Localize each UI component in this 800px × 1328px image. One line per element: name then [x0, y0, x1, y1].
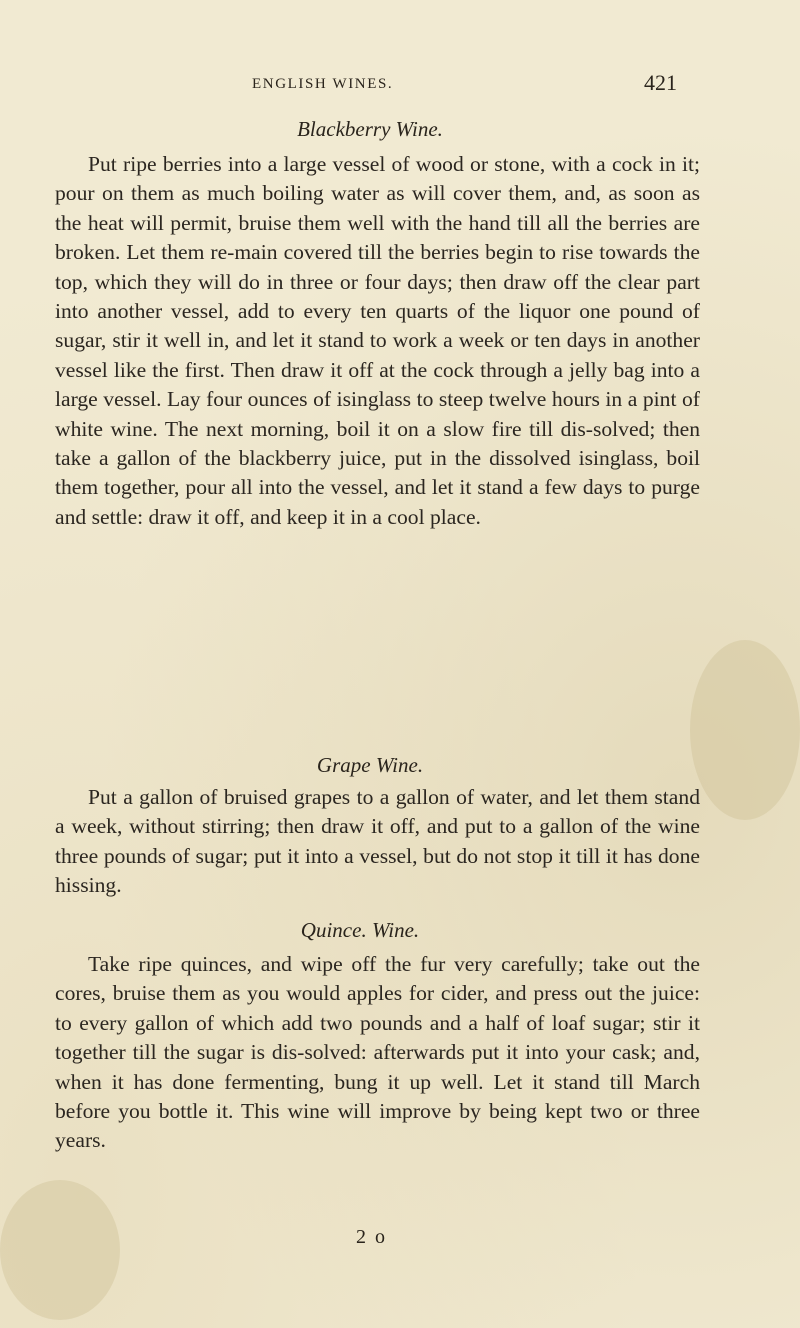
paragraph-quince: Take ripe quinces, and wipe off the fur very carefully; take out the cores, bruise them as you would apples for cider, and press out the juice: to every gallon of which add two pounds and a half of loaf sugar; stir it together till the sugar is dis-solved: afterwards put it into your cask; and, when it has done fermenting, bung it up well. Let it stand till March before you bottle it. This wine will improve by being kept two or three years. — [55, 952, 700, 1153]
section-heading-blackberry: Blackberry Wine. — [297, 117, 443, 141]
section-heading-grape: Grape Wine. — [316, 753, 424, 777]
paragraph-blackberry: Put ripe berries into a large vessel of wood or stone, with a cock in it; pour on them as much boiling water as will cover them, and, as soon as the heat will permit, bruise them well with the hand till all the berries are broken. Let them re-main covered till the berries begin to rise towards the top, which they will do in three or four days; then draw off the clear part into another vessel, add to every ten quarts of the liquor one pound of sugar, stir it well in, and let it stand to work a week or ten days in another vessel like the first. Then draw it off at the cock through a jelly bag into a large vessel. Lay four ounces of isinglass to steep twelve hours in a pint of white wine. The next morning, boil it on a slow fire till dis-solved; then take a gallon of the blackberry juice, put in the dissolved isinglass, boil them together, pour all into the vessel, and let it stand a few days to purge and settle: draw it off, and keep it in a cool place. — [55, 152, 700, 529]
section-heading-quince: Quince. Wine. — [300, 918, 420, 942]
signature-mark: 2 o — [356, 1226, 387, 1248]
page-number: 421 — [644, 70, 677, 95]
paper-stain — [690, 640, 800, 820]
paragraph-grape: Put a gallon of bruised grapes to a gallon of water, and let them stand a week, without stirring; then draw it off, and put to a gallon of the wine three pounds of sugar; put it into a vessel, but do not stop it till it has done hissing. — [55, 785, 700, 898]
paper-stain — [0, 1180, 120, 1320]
running-head: ENGLISH WINES. — [252, 76, 394, 92]
